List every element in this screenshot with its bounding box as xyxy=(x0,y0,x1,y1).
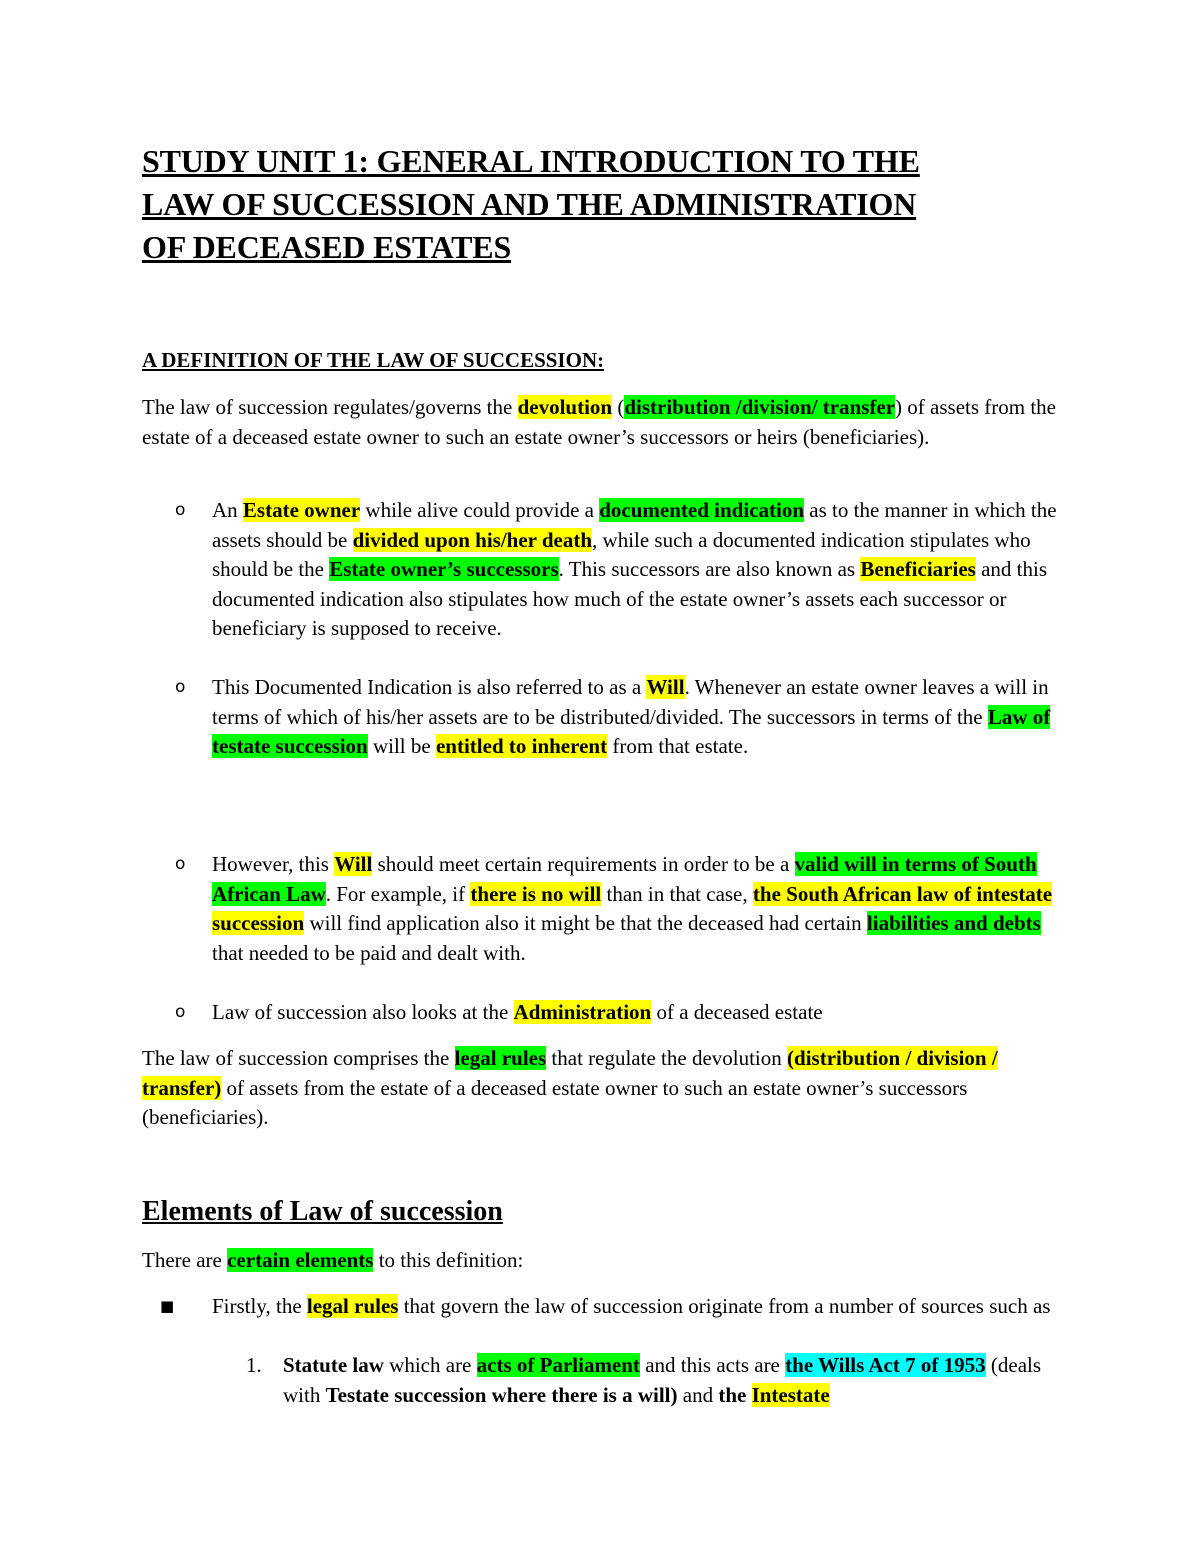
title-line-2: LAW OF SUCCESSION AND THE ADMINISTRATION xyxy=(142,186,917,222)
definition-heading: A DEFINITION OF THE LAW OF SUCCESSION: xyxy=(142,348,605,372)
bullet-icon: o xyxy=(175,500,186,520)
bullet-icon: o xyxy=(175,1002,186,1022)
highlight: Estate owner xyxy=(242,498,361,522)
bullet-icon: o xyxy=(175,677,186,697)
highlight: distribution /division/ transfer xyxy=(624,395,896,419)
highlight: legal rules xyxy=(306,1294,399,1318)
highlight: the Wills Act 7 of 1953 xyxy=(785,1353,986,1377)
highlight: documented indication xyxy=(599,498,805,522)
bullet-item-valid-will: o However, this Will should meet certain requirements in order to be a valid will in terms of South African Law. For example, if there is no will than in that case, the South African law of intestate succession will find application also it might be that the deceased had certain liabilities and debts that needed to be paid and dealt with. xyxy=(175,852,1053,965)
square-bullet-item: ■ Firstly, the legal rules that govern the law of succession originate from a number of sources such as xyxy=(212,1292,1072,1322)
highlight: Will xyxy=(646,675,685,699)
highlight: Estate owner’s successors xyxy=(329,557,559,581)
highlight: devolution xyxy=(517,395,613,419)
bullet-item-estate-owner: o An Estate owner while alive could provide a documented indication as to the manner in which the assets should be divided upon his/her death, while such a documented indication stipulates who should be the Estate owner’s successors. This successors are also known as Beneficiaries and this documented indication also stipulates how much of the estate owner’s assets each successor or beneficiary is supposed to receive. xyxy=(175,498,1057,640)
numbered-item-statute-law: 1. Statute law which are acts of Parliament and this acts are the Wills Act 7 of 1953 (deals with Testate succession where there is a will) and the Intestate xyxy=(246,1353,1042,1407)
highlight: the South African law of intestate succession xyxy=(212,881,1053,935)
elements-intro: There are certain elements to this definition: xyxy=(142,1248,524,1272)
legal-rules-paragraph: The law of succession comprises the legal rules that regulate the devolution (distribution / division / transfer) of assets from the estate of a deceased estate owner to such an estate owner’s successors (beneficiaries). xyxy=(142,1046,998,1129)
highlight: Beneficiaries xyxy=(860,557,976,581)
intro-paragraph: The law of succession regulates/governs the devolution (distribution /division/ transfer) of assets from the estate of a deceased estate owner to such an estate owner’s successors or heirs (beneficiaries). xyxy=(142,395,1057,449)
bullet-icon: o xyxy=(175,854,186,874)
highlight: Law of testate succession xyxy=(212,704,1051,758)
highlight: Intestate xyxy=(751,1382,830,1407)
elements-heading: Elements of Law of succession xyxy=(142,1196,503,1227)
document-page xyxy=(142,140,1072,1407)
highlight: Administration xyxy=(513,1000,652,1024)
title-line-3: OF DECEASED ESTATES xyxy=(142,229,512,265)
highlight: entitled to inherent xyxy=(435,734,608,758)
highlight: there is no will xyxy=(470,881,602,906)
bullet-item-will: o This Documented Indication is also referred to as a Will. Whenever an estate owner leaves a will in terms of which of his/her assets are to be distributed/divided. The successors in terms of the Law of testate succession will be entitled to inherent from that estate. xyxy=(175,675,1051,758)
highlight: legal rules xyxy=(454,1046,547,1070)
highlight: liabilities and debts xyxy=(866,911,1041,935)
title-line-1: STUDY UNIT 1: GENERAL INTRODUCTION TO THE xyxy=(142,143,920,179)
highlight: certain elements xyxy=(227,1248,374,1272)
highlight: valid will in terms of South African Law xyxy=(212,852,1037,906)
highlight: acts of Parliament xyxy=(476,1353,640,1377)
square-bullet-icon: ■ xyxy=(160,1297,175,1315)
highlight: Will xyxy=(334,852,373,876)
list-number: 1. xyxy=(246,1353,262,1377)
bullet-item-administration: o Law of succession also looks at the Administration of a deceased estate xyxy=(212,998,1072,1028)
highlight: divided upon his/her death xyxy=(352,527,593,552)
highlight: (distribution / division / transfer) xyxy=(142,1046,998,1100)
page-title xyxy=(142,140,1072,269)
